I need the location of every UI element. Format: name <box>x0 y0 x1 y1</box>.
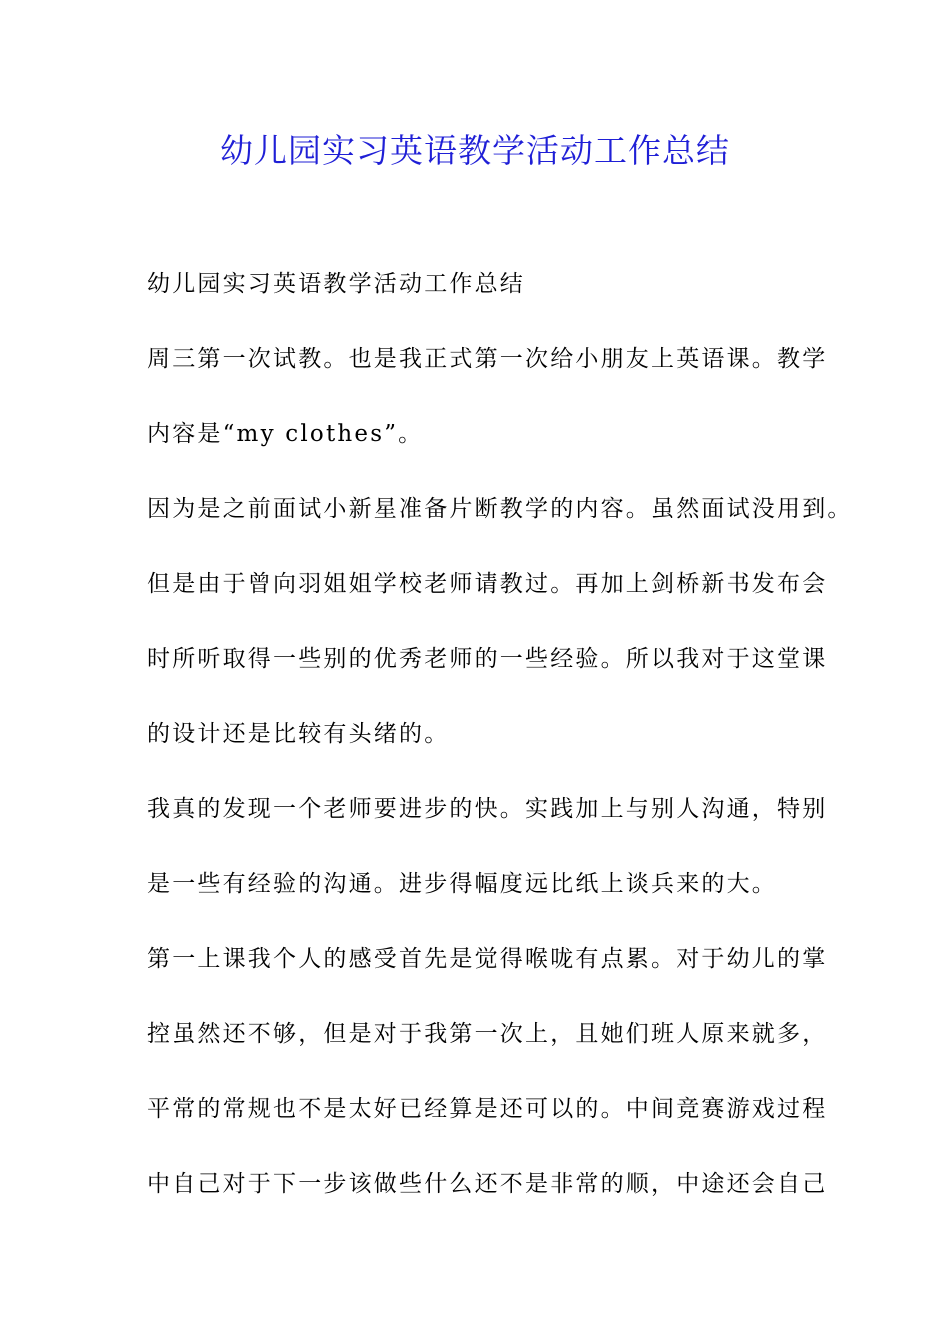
paragraph-line: 内容是“my clothes”。 <box>147 421 424 447</box>
paragraph-line: 时所听取得一些别的优秀老师的一些经验。所以我对于这堂课 <box>147 646 828 672</box>
paragraph-line: 周三第一次试教。也是我正式第一次给小朋友上英语课。教学 <box>147 346 828 372</box>
paragraph-line: 的设计还是比较有头绪的。 <box>147 721 450 747</box>
paragraph-line: 中自己对于下一步该做些什么还不是非常的顺，中途还会自己 <box>147 1171 828 1197</box>
paragraph-line: 幼儿园实习英语教学活动工作总结 <box>147 271 525 297</box>
paragraph-line: 是一些有经验的沟通。进步得幅度远比纸上谈兵来的大。 <box>147 871 777 897</box>
paragraph-line: 但是由于曾向羽姐姐学校老师请教过。再加上剑桥新书发布会 <box>147 571 828 597</box>
document-title: 幼儿园实习英语教学活动工作总结 <box>220 131 730 170</box>
paragraph-line: 平常的常规也不是太好已经算是还可以的。中间竞赛游戏过程 <box>147 1096 828 1122</box>
paragraph-line: 我真的发现一个老师要进步的快。实践加上与别人沟通，特别 <box>147 796 828 822</box>
paragraph-line: 控虽然还不够，但是对于我第一次上，且她们班人原来就多， <box>147 1021 828 1047</box>
paragraph-line: 因为是之前面试小新星准备片断教学的内容。虽然面试没用到。 <box>147 496 853 522</box>
paragraph-line: 第一上课我个人的感受首先是觉得喉咙有点累。对于幼儿的掌 <box>147 946 828 972</box>
